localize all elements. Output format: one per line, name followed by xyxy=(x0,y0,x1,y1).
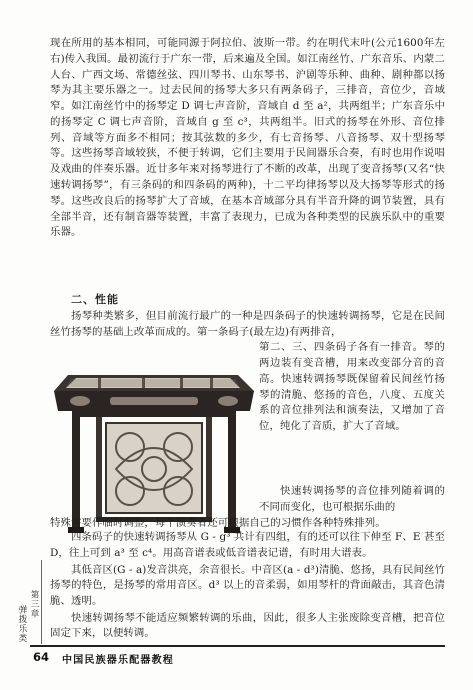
paragraph-arrangement-end: 特殊需要作临时调整，每个演奏者还可根据自己的习惯作各种特殊排列。 xyxy=(50,516,386,529)
stand-right-leg xyxy=(228,417,236,529)
stand-left-leg xyxy=(72,417,80,529)
yangqin-soundboard xyxy=(66,378,240,388)
paragraph-performance-intro: 扬琴种类繁多，但目前流行最广的一种是四条码子的快速转调扬琴，它是在民间丝竹扬琴的基础上改革而成的。第一条码子(最左边)有两排音， xyxy=(50,309,445,338)
stand-inner-left-leg xyxy=(96,417,102,521)
footer-rule xyxy=(30,645,445,647)
paragraph-structure: 第二、三、四条码子各有一排音。琴的两边装有变音槽，用来改变部分音的音高。快速转调扬琴既保留着民间丝竹扬琴的清脆、悠扬的音色，八度、五度关系的音位排列法和演奏法，又增加了音位，纯化了音质，扩大了音域。 xyxy=(259,341,445,433)
paragraph-conclusion: 快速转调扬琴不能适应频繁转调的乐曲，因此，很多人主张废除变音槽，把音位固定下来，以便转调。 xyxy=(50,611,445,640)
margin-topic-label: 弹拨乐类 xyxy=(17,605,27,643)
yangqin-illustration xyxy=(50,357,258,537)
margin-chapter-label: 第三章 xyxy=(29,590,39,619)
stand-top-rail xyxy=(72,411,236,417)
paragraph-registers: 其低音区(G - a)发音洪亮，余音很长。中音区(a - d³)清脆、悠扬，具有民间丝竹扬琴的特色，是扬琴的常用音区。d³ 以上的音柔弱，如用琴杆的背面敲击，其音色清脆、透明。 xyxy=(50,563,445,608)
page-number: 64 xyxy=(33,650,50,664)
paragraph-arrangement-start: 快速转调扬琴的音位排列随着调的不同而变化，也可根据乐曲的 xyxy=(259,485,445,513)
section-heading: 二、性能 xyxy=(71,292,119,306)
paragraph-intro: 现在所用的基本相同，可能同源于阿拉伯、波斯一带。约在明代末叶(公元1600年左右)传入我国。最初流行于广东一带，后来遍及全国。如江南丝竹、广东音乐、内蒙二人台、广西文场、常德丝弦、四川琴书、山东琴书、沪剧等乐种、曲种、剧种都以扬琴为其主要乐器之一。过去民间的扬琴大多只有两条码子，三排音，音位少，音域窄。如江南丝竹中的扬琴定 D 调七声音阶，音域自 d 至 a²，共两组半；广东音乐中的扬琴定 C 调七声音阶，音域自 g 至 c³，共两组半。旧式的扬琴在外形、音位排列、音域等方面多不相同；按其弦数的多少，有七音扬琴、八音扬琴、双十型扬琴等。这些扬琴音域较狭，不便于转调，它们主要用于民间器乐合奏，有时也用作说唱及戏曲的伴奏乐器。近廿多年来对扬琴进行了不断的改革，出现了变音扬琴(又名“快速转调扬琴”，有三条码的和四条码的两种)，十二平均律扬琴以及大扬琴等形式的扬琴。这些改良后的扬琴扩大了音域，在基本音域部分具有半音升降的调节装置，具有全部半音，还有制音器等装置，丰富了表现力，已成为各种类型的民族乐队中的重要乐器。 xyxy=(50,37,445,239)
paragraph-range: 四条码子的快速转调扬琴从 G - g³ 共计有四组，有的还可以往下伸至 F、E 甚至 D，往上可到 a³ 至 c⁴。用高音谱表或低音谱表记谱，有时用大谱表。 xyxy=(50,531,445,560)
running-footer-title: 中国民族器乐配器教程 xyxy=(62,655,174,666)
stand-inner-right-leg xyxy=(206,417,212,521)
margin-rule xyxy=(41,560,42,644)
yangqin-figure xyxy=(50,357,258,537)
